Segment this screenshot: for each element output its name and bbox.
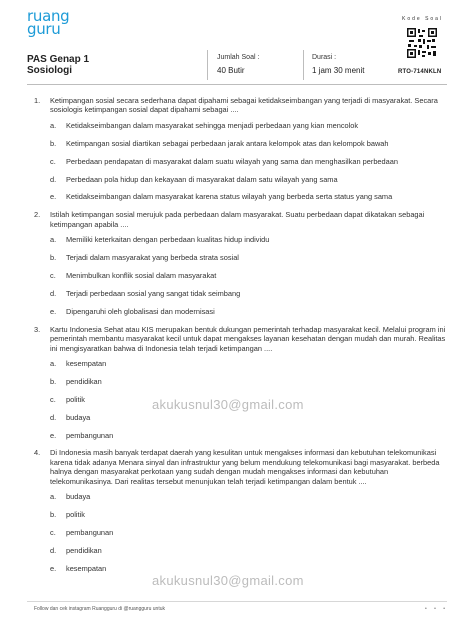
answer-option: a. Ketidakseimbangan dalam masyarakat sehingga menjadi perbedaan yang kian mencolok	[50, 120, 359, 130]
qr-code-icon	[407, 28, 437, 58]
question-text: Kartu Indonesia Sehat atau KIS merupakan bentuk dukungan pemerintah terhadap masyarakat kecil. Melalui program ini pemerintah membantu masyarakat kecil untuk dapat mengakses layanan kesehatan dengan mudah dan murah. Realitas ini mengisyaratkan bahwa di Indonesia telah terjadi ketimpangan ....	[50, 324, 446, 353]
answer-option: e. Dipengaruhi oleh globalisasi dan modernisasi	[50, 306, 215, 316]
footer-rule	[27, 601, 447, 602]
question-item: 1. Ketimpangan sosial secara sederhana dapat dipahami sebagai ketidakseimbangan yang terjadi di masyarakat. Secara sosiologis ketimpangan sosial dapat dipahami sebagai .... a. Ketidakseimbangan dalam masyarakat sehingga menjadi perbedaan yang kian mencolok b. Ketimpangan sosial diartikan sebagai perbedaan jarak antara kelompok atas dan kelompok bawah c. Perbedaan pendapatan di masyarakat dalam suatu wilayah yang sama dan menghasilkan perbedaan d. Perbedaan pola hidup dan kekayaan di masyarakat dalam satu wilayah yang sama e. Ketidakseimbangan dalam masyarakat karena status wilayah yang berbeda serta status yang sama	[34, 96, 448, 202]
answer-option: b. politik	[50, 509, 85, 519]
answer-option: a. kesempatan	[50, 358, 107, 368]
answer-option: c. politik	[50, 394, 85, 404]
answer-option: d. budaya	[50, 412, 91, 422]
footer-text: Follow dan cek instagram Ruangguru di @ruangguru untuk	[34, 606, 165, 612]
question-item: 4. Di Indonesia masih banyak terdapat daerah yang kesulitan untuk mengakses informasi dan kebutuhan telekomunikasi karena tidak adanya Menara sinyal dan infrastruktur yang belum mendukung telekomunikasi bagi masyarakat. berbeda halnya dengan masyarakat perkotaan yang sudah dengan mudah mengakses informasi dan kebutuhan telekomunikasinya. Dari realitas tersebut menunjukan telah terjadi ketimpangan dalam bentuk .... a. budaya b. politik c. pembangunan d. pendidikan e. kesempatan	[34, 448, 448, 573]
answer-option: d. Terjadi perbedaan sosial yang sangat tidak seimbang	[50, 288, 241, 298]
kode-soal-value: RTO-714NKLN	[398, 69, 442, 75]
header-divider	[207, 50, 208, 80]
email-watermark: akukusnul30@gmail.com	[152, 573, 304, 588]
answer-option: c. Perbedaan pendapatan di masyarakat dalam suatu wilayah yang sama dan menghasilkan perbedaan	[50, 156, 398, 166]
answer-option: d. pendidikan	[50, 545, 102, 555]
kode-soal-label: Kode Soal	[402, 16, 444, 22]
question-text: Istilah ketimpangan sosial merujuk pada perbedaan dalam masyarakat. Suatu perbedaan dapat dikatakan sebagai ketimpangan apabila ....	[50, 210, 425, 229]
exam-title: PAS Genap 1 Sosiologi	[27, 54, 90, 76]
question-text: Ketimpangan sosial secara sederhana dapat dipahami sebagai ketidakseimbangan yang terjadi di masyarakat. Secara sosiologis ketimpangan sosial dapat dipahami sebagai ....	[50, 96, 438, 115]
page-header	[0, 0, 474, 88]
question-item: 2. Istilah ketimpangan sosial merujuk pada perbedaan dalam masyarakat. Suatu perbedaan dapat dikatakan sebagai ketimpangan apabila .... a. Memiliki keterkaitan dengan perbedaan kualitas hidup individu b. Terjadi dalam masyarakat yang berbeda strata sosial c. Menimbulkan konflik sosial dalam masyarakat d. Terjadi perbedaan sosial yang sangat tidak seimbang e. Dipengaruhi oleh globalisasi dan modernisasi	[34, 210, 448, 316]
email-watermark: akukusnul30@gmail.com	[152, 397, 304, 412]
header-divider	[303, 50, 304, 80]
answer-option: a. budaya	[50, 492, 91, 502]
question-text: Di Indonesia masih banyak terdapat daerah yang kesulitan untuk mengakses informasi dan kebutuhan telekomunikasi karena tidak adanya Menara sinyal dan infrastruktur yang belum mendukung telekomunikasi bagi masyarakat. berbeda halnya dengan masyarakat perkotaan yang sudah dengan mudah mengakses informasi dan kebutuhan telekomunikasinya. Dari realitas tersebut menunjukan telah terjadi ketimpangan dalam bentuk ....	[50, 448, 440, 486]
header-bottom-rule	[27, 84, 447, 85]
jumlah-soal-value: 40 Butir	[217, 66, 245, 75]
answer-option: b. Terjadi dalam masyarakat yang berbeda strata sosial	[50, 253, 239, 263]
answer-option: e. kesempatan	[50, 563, 107, 573]
question-item: 3. Kartu Indonesia Sehat atau KIS merupakan bentuk dukungan pemerintah terhadap masyarakat kecil. Melalui program ini pemerintah membantu masyarakat kecil untuk dapat mengakses layanan kesehatan dengan mudah dan murah. Realitas ini mengisyaratkan bahwa di Indonesia telah terjadi ketimpangan .... a. kesempatan b. pendidikan c. politik d. budaya e. pembangunan	[34, 325, 448, 440]
answer-option: e. Ketidakseimbangan dalam masyarakat karena status wilayah yang berbeda serta status yang sama	[50, 192, 393, 202]
jumlah-soal-label: Jumlah Soal :	[217, 54, 260, 61]
question-list	[34, 96, 448, 582]
ruangguru-logo: ruang guru	[27, 7, 70, 38]
answer-option: c. pembangunan	[50, 527, 114, 537]
answer-option: a. Memiliki keterkaitan dengan perbedaan kualitas hidup individu	[50, 235, 270, 245]
durasi-label: Durasi :	[312, 54, 337, 61]
answer-option: b. pendidikan	[50, 376, 102, 386]
durasi-value: 1 jam 30 menit	[312, 66, 365, 75]
answer-option: d. Perbedaan pola hidup dan kekayaan di masyarakat dalam satu wilayah yang sama	[50, 174, 338, 184]
answer-option: b. Ketimpangan sosial diartikan sebagai perbedaan jarak antara kelompok atas dan kelompok bawah	[50, 138, 389, 148]
page-indicator: • • •	[425, 606, 449, 612]
answer-option: e. pembangunan	[50, 430, 114, 440]
answer-option: c. Menimbulkan konflik sosial dalam masyarakat	[50, 270, 217, 280]
